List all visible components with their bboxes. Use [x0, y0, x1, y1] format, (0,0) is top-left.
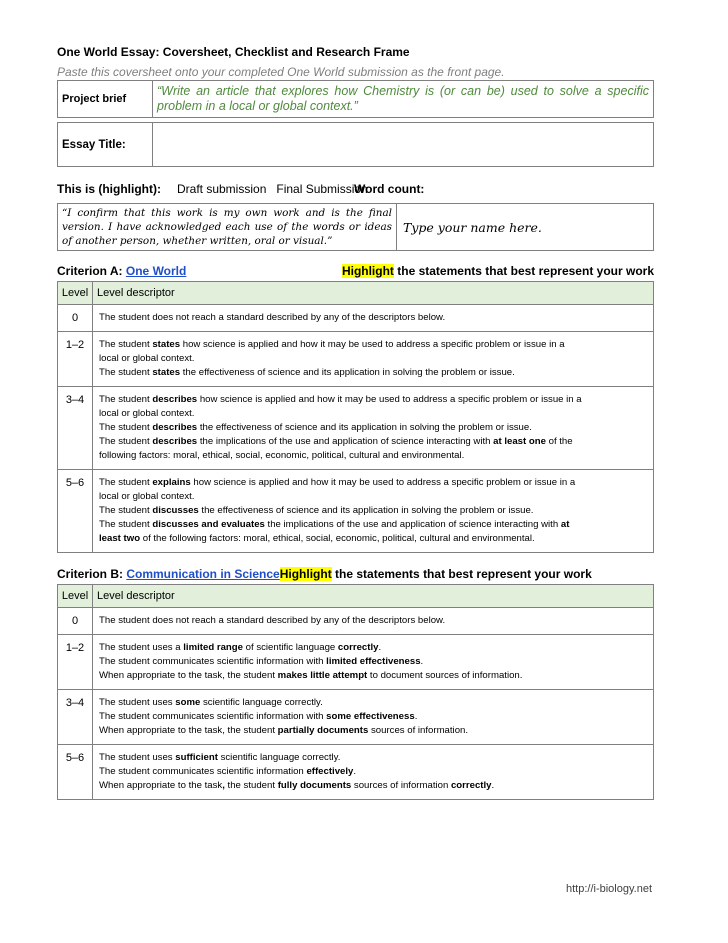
- rubric-row: [58, 635, 654, 690]
- criterion-b-prefix: Criterion B:: [57, 567, 127, 581]
- descriptor-text: makes little attempt: [277, 670, 368, 681]
- descriptor-line: [99, 751, 647, 765]
- descriptor-text: sources of information: [351, 780, 451, 791]
- descriptor-text: of the: [545, 436, 573, 447]
- submission-type-label: This is (highlight):: [57, 182, 161, 196]
- level-descriptor[interactable]: [93, 608, 654, 635]
- criterion-a-prefix: Criterion A:: [57, 264, 126, 278]
- descriptor-text: least two: [99, 533, 141, 544]
- descriptor-line: [99, 518, 647, 532]
- descriptor-text: The student uses a: [99, 642, 184, 653]
- descriptor-line: [99, 765, 647, 779]
- rubric-row: [58, 470, 654, 553]
- descriptor-text: The student: [99, 477, 153, 488]
- student-name-field[interactable]: Type your name here.: [397, 204, 654, 251]
- level-value: 5–6: [58, 745, 93, 800]
- descriptor-line: [99, 366, 647, 380]
- descriptor-line: [99, 710, 647, 724]
- descriptor-text: scientific language correctly.: [217, 752, 341, 763]
- level-value: 1–2: [58, 332, 93, 387]
- rubric-row: [58, 608, 654, 635]
- criterion-b-link[interactable]: Communication in Science: [126, 567, 280, 581]
- descriptor-text: the implications of the use and application of science interacting with: [264, 519, 561, 530]
- descriptor-line: [99, 490, 647, 504]
- descriptor-text: fully documents: [277, 780, 352, 791]
- descriptor-text: sufficient: [175, 752, 218, 763]
- descriptor-column-header: Level descriptor: [93, 282, 654, 305]
- level-value: 1–2: [58, 635, 93, 690]
- rubric-row: [58, 387, 654, 470]
- level-descriptor[interactable]: [93, 635, 654, 690]
- level-value: 3–4: [58, 690, 93, 745]
- descriptor-text: to document sources of information.: [367, 670, 523, 681]
- descriptor-text: The student: [99, 422, 153, 433]
- essay-title-label: Essay Title:: [58, 123, 153, 167]
- descriptor-text: The student uses: [99, 752, 176, 763]
- descriptor-text: describes: [152, 394, 198, 405]
- descriptor-text: following factors: moral, ethical, social, economic, political, cultural and environmental.: [99, 450, 465, 461]
- essay-title-table: [57, 122, 654, 167]
- descriptor-text: The student: [99, 367, 153, 378]
- descriptor-text: The student: [99, 436, 153, 447]
- document-subtitle: Paste this coversheet onto your completed One World submission as the front page.: [57, 65, 505, 79]
- descriptor-text: The student communicates scientific information: [99, 766, 307, 777]
- descriptor-text: .: [414, 711, 418, 722]
- descriptor-line: [99, 504, 647, 518]
- project-brief-quote: “Write an article that explores how Chemistry is (or can be) used to solve a specific problem in a local or global context.”: [153, 81, 654, 118]
- confirmation-table: [57, 203, 654, 251]
- descriptor-text: states: [152, 339, 181, 350]
- criterion-b-rubric: [57, 584, 654, 800]
- level-descriptor[interactable]: [93, 470, 654, 553]
- criterion-a-highlight-word: Highlight: [341, 264, 394, 278]
- descriptor-text: explains: [152, 477, 191, 488]
- submission-type-row: [57, 181, 654, 197]
- descriptor-text: The student communicates scientific information with: [99, 656, 327, 667]
- descriptor-text: .: [378, 642, 382, 653]
- descriptor-line: [99, 669, 647, 683]
- level-descriptor[interactable]: [93, 690, 654, 745]
- descriptor-text: the effectiveness of science and its application in solving the problem or issue.: [198, 505, 534, 516]
- rubric-row: [58, 305, 654, 332]
- descriptor-line: [99, 435, 647, 449]
- descriptor-text: scientific language correctly.: [200, 697, 323, 708]
- descriptor-text: local or global context.: [99, 491, 195, 502]
- criterion-a-link[interactable]: One World: [125, 264, 187, 278]
- descriptor-text: effectively: [306, 766, 354, 777]
- descriptor-text: The student communicates scientific information with: [99, 711, 327, 722]
- descriptor-text: at: [560, 519, 570, 530]
- level-descriptor[interactable]: [93, 387, 654, 470]
- descriptor-text: partially documents: [277, 725, 369, 736]
- word-count-label: Word count:: [354, 182, 425, 196]
- descriptor-line: [99, 407, 647, 421]
- descriptor-text: states: [152, 367, 181, 378]
- descriptor-text: When appropriate to the task, the student: [99, 670, 278, 681]
- footer-url[interactable]: http://i-biology.net: [566, 883, 653, 895]
- descriptor-text: sources of information.: [368, 725, 469, 736]
- descriptor-line: [99, 614, 647, 628]
- criterion-a-rubric: [57, 281, 654, 553]
- level-value: 3–4: [58, 387, 93, 470]
- descriptor-text: of scientific language: [242, 642, 338, 653]
- criterion-a-instruction: the statements that best represent your work: [393, 264, 654, 278]
- descriptor-text: at least one: [493, 436, 546, 447]
- level-descriptor[interactable]: [93, 745, 654, 800]
- descriptor-text: .: [420, 656, 424, 667]
- descriptor-line: [99, 724, 647, 738]
- descriptor-text: limited range: [183, 642, 243, 653]
- criterion-b-instruction: the statements that best represent your work: [331, 567, 592, 581]
- descriptor-line: [99, 696, 647, 710]
- descriptor-text: of the following factors: moral, ethical, social, economic, political, cultural and environmental.: [140, 533, 535, 544]
- descriptor-text: the implications of the use and application of science interacting with: [197, 436, 494, 447]
- descriptor-text: correctly: [450, 780, 492, 791]
- descriptor-text: the effectiveness of science and its application in solving the problem or issue.: [180, 367, 515, 378]
- level-column-header: Level: [58, 282, 93, 305]
- descriptor-text: some: [175, 697, 201, 708]
- descriptor-text: correctly: [337, 642, 379, 653]
- level-descriptor[interactable]: [93, 332, 654, 387]
- rubric-row: [58, 745, 654, 800]
- descriptor-text: the effectiveness of science and its application in solving the problem or issue.: [197, 422, 532, 433]
- descriptor-text: The student: [99, 394, 153, 405]
- descriptor-line: [99, 532, 647, 546]
- essay-title-field[interactable]: [153, 123, 654, 167]
- descriptor-line: [99, 352, 647, 366]
- descriptor-column-header: Level descriptor: [93, 585, 654, 608]
- submission-type-options[interactable]: Draft submission Final Submission: [177, 182, 368, 196]
- descriptor-text: describes: [152, 422, 198, 433]
- rubric-row: [58, 690, 654, 745]
- descriptor-line: [99, 449, 647, 463]
- criterion-b-highlight-word: Highlight: [279, 567, 332, 581]
- descriptor-text: The student does not reach a standard described by any of the descriptors below.: [99, 312, 446, 323]
- descriptor-text: how science is applied and how it may be used to address a specific problem or issue in a: [197, 394, 582, 405]
- descriptor-line: [99, 779, 647, 793]
- descriptor-text: When appropriate to the task: [99, 780, 223, 791]
- descriptor-text: some effectiveness: [326, 711, 415, 722]
- level-value: 0: [58, 608, 93, 635]
- level-value: 0: [58, 305, 93, 332]
- descriptor-text: local or global context.: [99, 408, 195, 419]
- descriptor-line: [99, 338, 647, 352]
- descriptor-text: .: [353, 766, 357, 777]
- descriptor-line: [99, 393, 647, 407]
- confirmation-statement: “I confirm that this work is my own work and is the final version. I have acknowledged each use of the words or ideas of another person, whether written, oral or visual.”: [58, 204, 397, 251]
- level-descriptor[interactable]: [93, 305, 654, 332]
- coversheet-page: [57, 38, 654, 800]
- level-value: 5–6: [58, 470, 93, 553]
- descriptor-text: how science is applied and how it may be used to address a specific problem or issue in a: [190, 477, 576, 488]
- descriptor-line: [99, 476, 647, 490]
- descriptor-text: The student: [99, 505, 153, 516]
- criterion-b-heading: [57, 566, 654, 582]
- document-title: One World Essay: Coversheet, Checklist and Research Frame: [57, 45, 410, 59]
- descriptor-line: [99, 311, 647, 325]
- descriptor-text: .: [491, 780, 495, 791]
- descriptor-line: [99, 421, 647, 435]
- descriptor-text: local or global context.: [99, 353, 195, 364]
- descriptor-text: The student: [99, 519, 153, 530]
- descriptor-text: how science is applied and how it may be used to address a specific problem or issue in a: [180, 339, 565, 350]
- descriptor-text: When appropriate to the task, the student: [99, 725, 278, 736]
- descriptor-line: [99, 655, 647, 669]
- descriptor-text: the student: [224, 780, 278, 791]
- level-column-header: Level: [58, 585, 93, 608]
- descriptor-text: limited effectiveness: [326, 656, 421, 667]
- descriptor-text: describes: [152, 436, 198, 447]
- project-brief-label: Project brief: [58, 81, 153, 118]
- descriptor-text: ,: [222, 780, 225, 791]
- descriptor-text: The student uses: [99, 697, 176, 708]
- descriptor-text: The student: [99, 339, 153, 350]
- descriptor-text: discusses and evaluates: [152, 519, 265, 530]
- rubric-row: [58, 332, 654, 387]
- project-brief-table: [57, 80, 654, 118]
- descriptor-line: [99, 641, 647, 655]
- descriptor-text: discusses: [152, 505, 199, 516]
- descriptor-text: The student does not reach a standard described by any of the descriptors below.: [99, 615, 446, 626]
- criterion-a-heading: [57, 263, 654, 279]
